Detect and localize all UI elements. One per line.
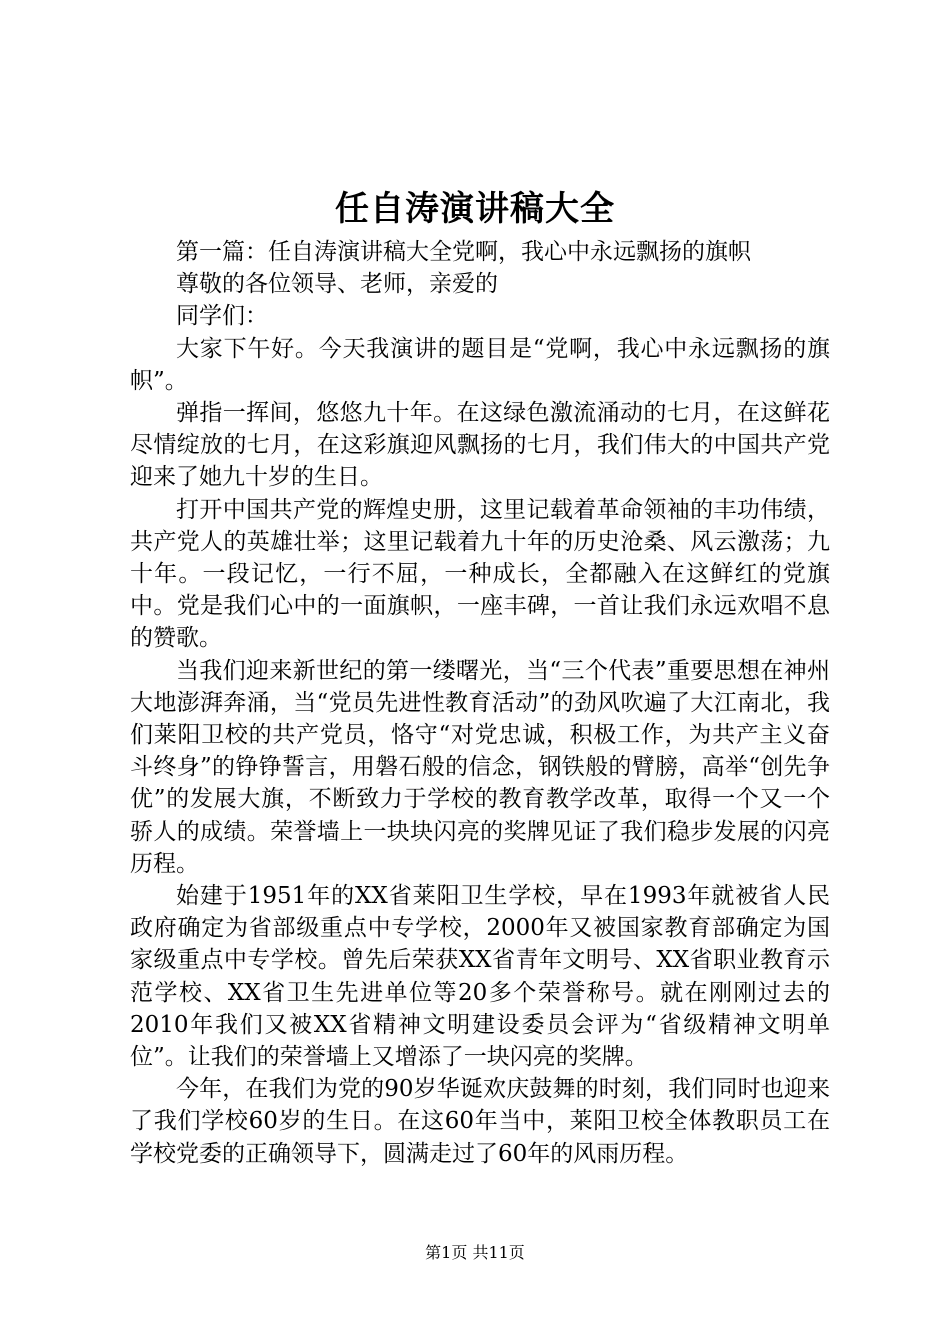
paragraph: 始建于1951年的XX省莱阳卫生学校，早在1993年就被省人民政府确定为省部级重点中专学校，2000年又被国家教育部确定为国家级重点中专学校。曾先后荣获XX省青年文明号、XX省职业教育示范学校、XX省卫生先进单位等20多个荣誉称号。就在刚刚过去的2010年我们又被XX省精神文明建设委员会评为“省级精神文明单位”。让我们的荣誉墙上又增添了一块闪亮的奖牌。	[130, 883, 830, 1071]
document-title: 任自涛演讲稿大全	[335, 189, 615, 229]
paragraph-salutation-cont: 同学们：	[176, 303, 268, 330]
paragraph: 大家下午好。今天我演讲的题目是“党啊，我心中永远飘扬的旗帜”。	[130, 335, 830, 394]
paragraph: 弹指一挥间，悠悠九十年。在这绿色激流涌动的七月，在这鲜花尽情绽放的七月，在这彩旗迎风飘扬的七月，我们伟大的中国共产党迎来了她九十岁的生日。	[130, 400, 830, 491]
paragraph: 今年，在我们为党的90岁华诞欢庆鼓舞的时刻，我们同时也迎来了我们学校60岁的生日。在这60年当中，莱阳卫校全体教职员工在学校党委的正确领导下，圆满走过了60年的风雨历程。	[130, 1076, 830, 1167]
paragraph-salutation: 尊敬的各位领导、老师，亲爱的	[176, 271, 498, 298]
paragraph: 当我们迎来新世纪的第一缕曙光，当“三个代表”重要思想在神州大地澎湃奔涌，当“党员先进性教育活动”的劲风吹遍了大江南北，我们莱阳卫校的共产党员，恪守“对党忠诚，积极工作，为共产主义奋斗终身”的铮铮誓言，用磐石般的信念，钢铁般的臂膀，高举“创先争优”的发展大旗，不断致力于学校的教育教学改革，取得一个又一个骄人的成绩。荣誉墙上一块块闪亮的奖牌见证了我们稳步发展的闪亮历程。	[130, 657, 830, 877]
paragraph: 打开中国共产党的辉煌史册，这里记载着革命领袖的丰功伟绩，共产党人的英雄壮举；这里记载着九十年的历史沧桑、风云激荡；九十年。一段记忆，一行不屈，一种成长，全都融入在这鲜红的党旗中。党是我们心中的一面旗帜，一座丰碑，一首让我们永远欢唱不息的赞歌。	[130, 496, 830, 652]
paragraph-subtitle: 第一篇：任自涛演讲稿大全党啊，我心中永远飘扬的旗帜	[176, 239, 751, 265]
document-body	[130, 236, 830, 1170]
page-number-footer: 第1页 共11页	[425, 1243, 525, 1262]
